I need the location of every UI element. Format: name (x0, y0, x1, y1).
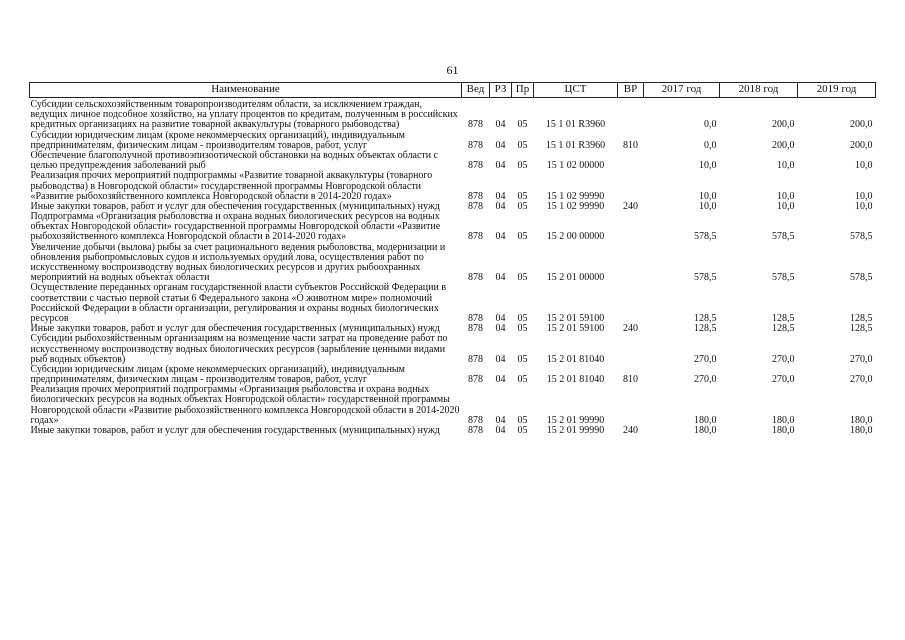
row-rz: 04 (495, 374, 506, 386)
row-2017: 270,0 (694, 374, 717, 386)
header-ved: Вед (462, 83, 490, 98)
header-cst: ЦСТ (534, 83, 618, 98)
header-2017: 2017 год (644, 83, 720, 98)
table-row (30, 171, 876, 202)
row-name: Иные закупки товаров, работ и услуг для обеспечения государственных (муниципальных) нужд (30, 425, 440, 436)
row-2019: 270,0 (850, 374, 873, 386)
row-2017: 128,5 (694, 312, 717, 324)
row-ved: 878 (468, 353, 483, 365)
row-2019: 180,0 (850, 426, 873, 436)
row-2017: 578,5 (694, 272, 717, 284)
table-row (30, 131, 876, 151)
row-name: Обеспечение благополучной противоэпизоотической обстановки на водных объектах области с целью предупреждения заболеваний рыб (30, 149, 439, 172)
row-pr: 05 (517, 426, 528, 436)
header-2018: 2018 год (720, 83, 798, 98)
row-name: Иные закупки товаров, работ и услуг для обеспечения государственных (муниципальных) нужд (30, 323, 440, 335)
row-pr: 05 (517, 119, 528, 131)
row-2017: 270,0 (694, 353, 717, 365)
row-cst: 15 2 01 59100 (546, 312, 605, 324)
row-2019: 128,5 (850, 324, 873, 335)
row-rz: 04 (495, 231, 506, 243)
row-2018: 10,0 (777, 190, 795, 202)
row-rz: 04 (495, 201, 506, 212)
table-row (30, 243, 876, 284)
row-2018: 10,0 (777, 160, 795, 172)
row-rz: 04 (495, 119, 506, 131)
header-rz: РЗ (490, 83, 512, 98)
row-name: Увеличение добычи (вылова) рыбы за счет рационального ведения рыболовства, модернизации и обновления рыбопромысловых судов и используемых орудий лова, осуществления работ по искусственному воспроизводству водных биологических ресурсов и других рыбоохранных мероприятий на водных объектах области (30, 241, 446, 284)
header-name: Наименование (30, 83, 462, 98)
row-vr (618, 212, 644, 243)
row-name: Реализация прочих мероприятий подпрограммы «Развитие товарной аквакультуры (товарного рыбоводства) в Новгородской области» государственной программы Новгородской области «Развитие рыбохозяйственного комплекса Новгородской области в 2014-2020 годах» (30, 170, 433, 202)
row-2017: 0,0 (704, 139, 717, 151)
row-2017: 128,5 (694, 324, 717, 335)
row-cst: 15 1 02 99990 (546, 190, 605, 202)
row-cst: 15 1 02 99990 (546, 201, 605, 212)
row-name: Субсидии юридическим лицам (кроме некоммерческих организаций), индивидуальным предпринимателям, физическим лицам - производителям товаров, работ, услуг (30, 363, 405, 386)
row-pr: 05 (517, 139, 528, 151)
row-vr: 240 (623, 201, 638, 212)
row-2017: 10,0 (699, 160, 717, 172)
row-cst: 15 2 01 81040 (546, 353, 605, 365)
row-2019: 578,5 (850, 272, 873, 284)
row-rz: 04 (495, 190, 506, 202)
row-name: Подпрограмма «Организация рыболовства и охрана водных биологических ресурсов на водных объектах Новгородской области» государственной программы Новгородской области «Развитие рыбохозяйственного комплекса Новгородской области в 2014-2020 годах» (30, 211, 441, 243)
row-2019: 10,0 (855, 160, 873, 172)
row-ved: 878 (468, 160, 483, 172)
table-row (30, 151, 876, 171)
table-row (30, 385, 876, 426)
row-name: Субсидии рыбохозяйственным организациям на возмещение части затрат на проведение работ по искусственному воспроизводству водных биологических ресурсов (зарыбление ценными видами рыб водных объектов) (30, 333, 448, 365)
row-cst: 15 2 00 00000 (546, 231, 605, 243)
row-cst: 15 1 02 00000 (546, 160, 605, 172)
row-cst: 15 2 01 99990 (546, 426, 605, 436)
row-rz: 04 (495, 312, 506, 324)
row-name: Субсидии юридическим лицам (кроме некоммерческих организаций), индивидуальным предпринимателям, физическим лицам - производителям товаров, работ, услуг (30, 129, 405, 151)
row-vr (618, 98, 644, 131)
row-vr: 240 (623, 426, 638, 436)
row-pr: 05 (517, 374, 528, 386)
row-ved: 878 (468, 312, 483, 324)
row-rz: 04 (495, 139, 506, 151)
budget-table (29, 82, 876, 436)
row-ved: 878 (468, 324, 483, 335)
row-rz: 04 (495, 324, 506, 335)
row-2019: 578,5 (850, 231, 873, 243)
row-2019: 200,0 (850, 139, 873, 151)
row-vr: 810 (623, 374, 638, 386)
row-pr: 05 (517, 272, 528, 284)
page-number: 61 (446, 63, 459, 77)
row-pr: 05 (517, 190, 528, 202)
row-2017: 180,0 (694, 426, 717, 436)
row-2019: 200,0 (850, 119, 873, 131)
row-pr: 05 (517, 353, 528, 365)
table-row (30, 365, 876, 385)
row-ved: 878 (468, 414, 483, 426)
row-2017: 578,5 (694, 231, 717, 243)
row-vr (618, 283, 644, 324)
row-2018: 578,5 (772, 272, 795, 284)
table-row (30, 426, 876, 436)
row-ved: 878 (468, 272, 483, 284)
row-rz: 04 (495, 414, 506, 426)
table-row (30, 98, 876, 131)
row-2018: 578,5 (772, 231, 795, 243)
row-cst: 15 2 01 00000 (546, 272, 605, 284)
row-name: Осуществление переданных органам государственной власти субъектов Российской Федерации в соответствии с частью первой статьи 6 Федерального закона «О животном мире» полномочий Российской Федерации в области организации, регулирования и охраны водных биологических ресурсов (30, 282, 447, 324)
table-body (30, 98, 876, 437)
row-rz: 04 (495, 426, 506, 436)
row-2019: 128,5 (850, 312, 873, 324)
row-2018: 270,0 (772, 374, 795, 386)
table-row (30, 334, 876, 365)
row-cst: 15 1 01 R3960 (545, 119, 606, 131)
row-2019: 10,0 (855, 190, 873, 202)
header-pr: Пр (512, 83, 534, 98)
row-ved: 878 (468, 426, 483, 436)
row-name: Реализация прочих мероприятий подпрограммы «Организация рыболовства и охрана водных биологических ресурсов на водных объектах Новгородской области» государственной программы Новгородской области «Развитие рыбохозяйственного комплекса Новгородской области в 2014-2020 годах» (30, 384, 460, 426)
row-ved: 878 (468, 374, 483, 386)
row-vr (618, 171, 644, 202)
table-row (30, 212, 876, 243)
table-header-row (30, 83, 876, 98)
row-pr: 05 (517, 231, 528, 243)
row-2018: 200,0 (772, 139, 795, 151)
row-ved: 878 (468, 139, 483, 151)
row-vr (618, 385, 644, 426)
row-vr (618, 243, 644, 284)
row-rz: 04 (495, 353, 506, 365)
row-2018: 270,0 (772, 353, 795, 365)
row-name: Субсидии сельскохозяйственным товаропроизводителям области, за исключением граждан, ведущих личное подсобное хозяйство, на уплату процентов по кредитам, полученным в российских кредитных организациях на развитие товарной аквакультуры (товарного рыбоводства) (30, 99, 458, 131)
header-vr: ВР (618, 83, 644, 98)
row-vr (618, 151, 644, 171)
row-vr: 810 (623, 139, 638, 151)
row-rz: 04 (495, 272, 506, 284)
row-rz: 04 (495, 160, 506, 172)
row-pr: 05 (517, 414, 528, 426)
row-pr: 05 (517, 201, 528, 212)
row-pr: 05 (517, 324, 528, 335)
row-2017: 10,0 (699, 201, 717, 212)
row-ved: 878 (468, 201, 483, 212)
row-pr: 05 (517, 312, 528, 324)
row-2018: 128,5 (772, 312, 795, 324)
row-2017: 180,0 (694, 414, 717, 426)
row-pr: 05 (517, 160, 528, 172)
row-ved: 878 (468, 119, 483, 131)
row-ved: 878 (468, 231, 483, 243)
row-2018: 180,0 (772, 426, 795, 436)
row-cst: 15 2 01 81040 (546, 374, 605, 386)
row-cst: 15 2 01 99990 (546, 414, 605, 426)
row-2018: 200,0 (772, 119, 795, 131)
row-2019: 10,0 (855, 201, 873, 212)
row-cst: 15 1 01 R3960 (545, 139, 606, 151)
row-2018: 180,0 (772, 414, 795, 426)
row-2019: 270,0 (850, 353, 873, 365)
row-2018: 10,0 (777, 201, 795, 212)
row-ved: 878 (468, 190, 483, 202)
row-name: Иные закупки товаров, работ и услуг для обеспечения государственных (муниципальных) нужд (30, 200, 440, 212)
row-2017: 0,0 (704, 119, 717, 131)
row-vr (618, 334, 644, 365)
row-2018: 128,5 (772, 324, 795, 335)
table-row (30, 283, 876, 324)
row-cst: 15 2 01 59100 (546, 324, 605, 335)
header-2019: 2019 год (798, 83, 876, 98)
row-2019: 180,0 (850, 414, 873, 426)
row-vr: 240 (623, 324, 638, 335)
row-2017: 10,0 (699, 190, 717, 202)
